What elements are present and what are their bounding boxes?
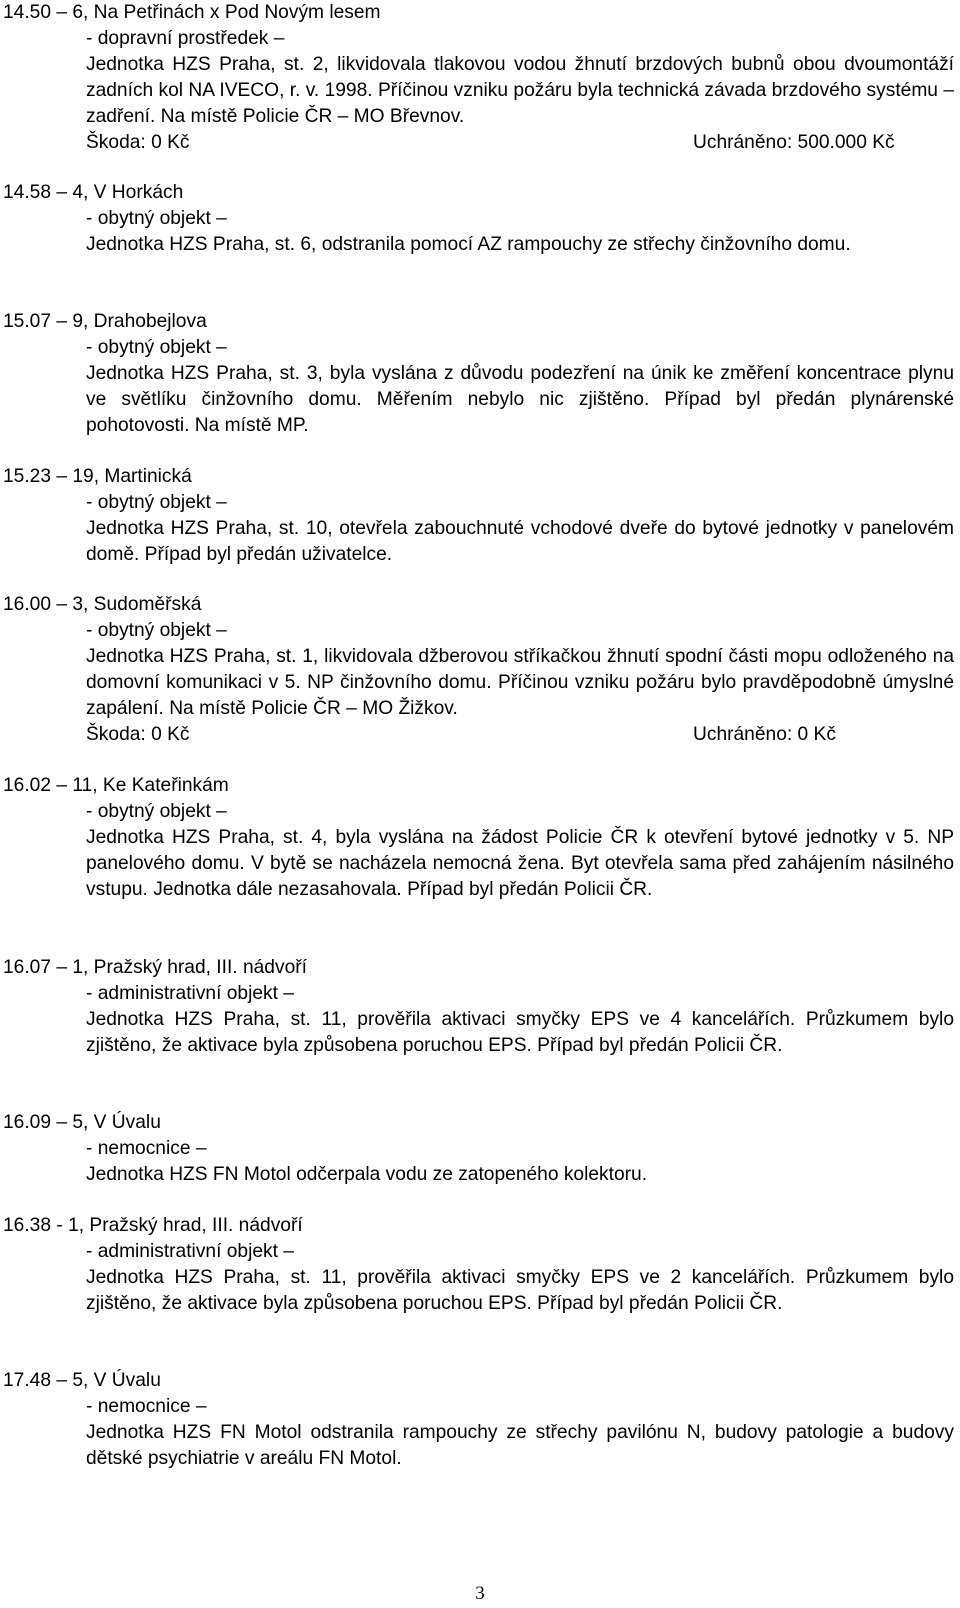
page-number: 3 <box>475 1583 485 1604</box>
incident-description: Jednotka HZS Praha, st. 10, otevřela zabouchnuté vchodové dveře do bytové jednotky v panelovém domě. Případ byl předán uživatelce. <box>86 518 954 565</box>
incident-entry <box>0 180 960 258</box>
object-type: - obytný objekt – <box>86 337 227 358</box>
incident-description: Jednotka HZS Praha, st. 11, prověřila aktivaci smyčky EPS ve 2 kancelářích. Průzkumem bylo zjištěno, že aktivace byla způsobena poruchou EPS. Případ byl předán Policii ČR. <box>86 1267 954 1314</box>
incident-heading: 15.23 – 19, Martinická <box>3 466 192 487</box>
object-type: - nemocnice – <box>86 1138 207 1159</box>
incident-heading: 15.07 – 9, Drahobejlova <box>3 311 207 332</box>
object-type: - administrativní objekt – <box>86 983 294 1004</box>
saved-value: Uchráněno: 0 Kč <box>693 724 836 745</box>
incident-description: Jednotka HZS Praha, st. 11, prověřila aktivaci smyčky EPS ve 4 kancelářích. Průzkumem bylo zjištěno, že aktivace byla způsobena poruchou EPS. Případ byl předán Policii ČR. <box>86 1009 954 1056</box>
incident-description: Jednotka HZS FN Motol odstranila rampouchy ze střechy pavilónu N, budovy patologie a budovy dětské psychiatrie v areálu FN Motol. <box>86 1422 954 1469</box>
incident-entry <box>0 0 960 156</box>
damage-value: Škoda: 0 Kč <box>86 132 190 153</box>
incident-entry <box>0 955 960 1059</box>
incident-heading: 16.00 – 3, Sudoměřská <box>3 594 202 615</box>
incident-entry <box>0 1213 960 1317</box>
incident-entry <box>0 1368 960 1472</box>
incident-heading: 16.07 – 1, Pražský hrad, III. nádvoří <box>3 957 307 978</box>
incident-heading: 16.02 – 11, Ke Kateřinkám <box>3 775 229 796</box>
object-type: - obytný objekt – <box>86 801 227 822</box>
object-type: - administrativní objekt – <box>86 1241 294 1262</box>
incident-description: Jednotka HZS Praha, st. 3, byla vyslána z důvodu podezření na únik ke změření koncentrace plynu ve světlíku činžovního domu. Měřením nebylo nic zjištěno. Případ byl předán plynárenské pohotovosti. Na místě MP. <box>86 363 954 436</box>
damage-value: Škoda: 0 Kč <box>86 724 190 745</box>
incident-entry <box>0 309 960 439</box>
incident-entry <box>0 1110 960 1188</box>
incident-entry <box>0 592 960 748</box>
incident-heading: 14.50 – 6, Na Petřinách x Pod Novým lesem <box>3 2 381 23</box>
damage-row <box>0 722 960 748</box>
incident-heading: 14.58 – 4, V Horkách <box>3 182 184 203</box>
incident-heading: 16.09 – 5, V Úvalu <box>3 1112 161 1133</box>
incident-entry <box>0 773 960 903</box>
incident-description: Jednotka HZS Praha, st. 4, byla vyslána na žádost Policie ČR k otevření bytové jednotky v 5. NP panelového domu. V bytě se nacházela nemocná žena. Byt otevřela sama před zahájením násilného vstupu. Jednotka dále nezasahovala. Případ byl předán Policii ČR. <box>86 827 954 900</box>
object-type: - obytný objekt – <box>86 208 227 229</box>
object-type: - obytný objekt – <box>86 620 227 641</box>
incident-description: Jednotka HZS Praha, st. 6, odstranila pomocí AZ rampouchy ze střechy činžovního domu. <box>86 234 851 255</box>
incident-description: Jednotka HZS FN Motol odčerpala vodu ze zatopeného kolektoru. <box>86 1164 648 1185</box>
saved-value: Uchráněno: 500.000 Kč <box>693 132 895 153</box>
object-type: - nemocnice – <box>86 1396 207 1417</box>
incident-heading: 16.38 - 1, Pražský hrad, III. nádvoří <box>3 1215 303 1236</box>
incident-heading: 17.48 – 5, V Úvalu <box>3 1370 161 1391</box>
damage-row <box>0 130 960 156</box>
object-type: - dopravní prostředek – <box>86 28 285 49</box>
incident-description: Jednotka HZS Praha, st. 1, likvidovala džberovou stříkačkou žhnutí spodní části mopu odloženého na domovní komunikaci v 5. NP činžovního domu. Příčinou vzniku požáru bylo pravděpodobně úmyslné zapálení. Na místě Policie ČR – MO Žižkov. <box>86 646 954 719</box>
object-type: - obytný objekt – <box>86 492 227 513</box>
incident-description: Jednotka HZS Praha, st. 2, likvidovala tlakovou vodou žhnutí brzdových bubnů obou dvoumontáží zadních kol NA IVECO, r. v. 1998. Příčinou vzniku požáru byla technická závada brzdového systému – zadření. Na místě Policie ČR – MO Břevnov. <box>86 54 954 127</box>
incident-entry <box>0 464 960 568</box>
